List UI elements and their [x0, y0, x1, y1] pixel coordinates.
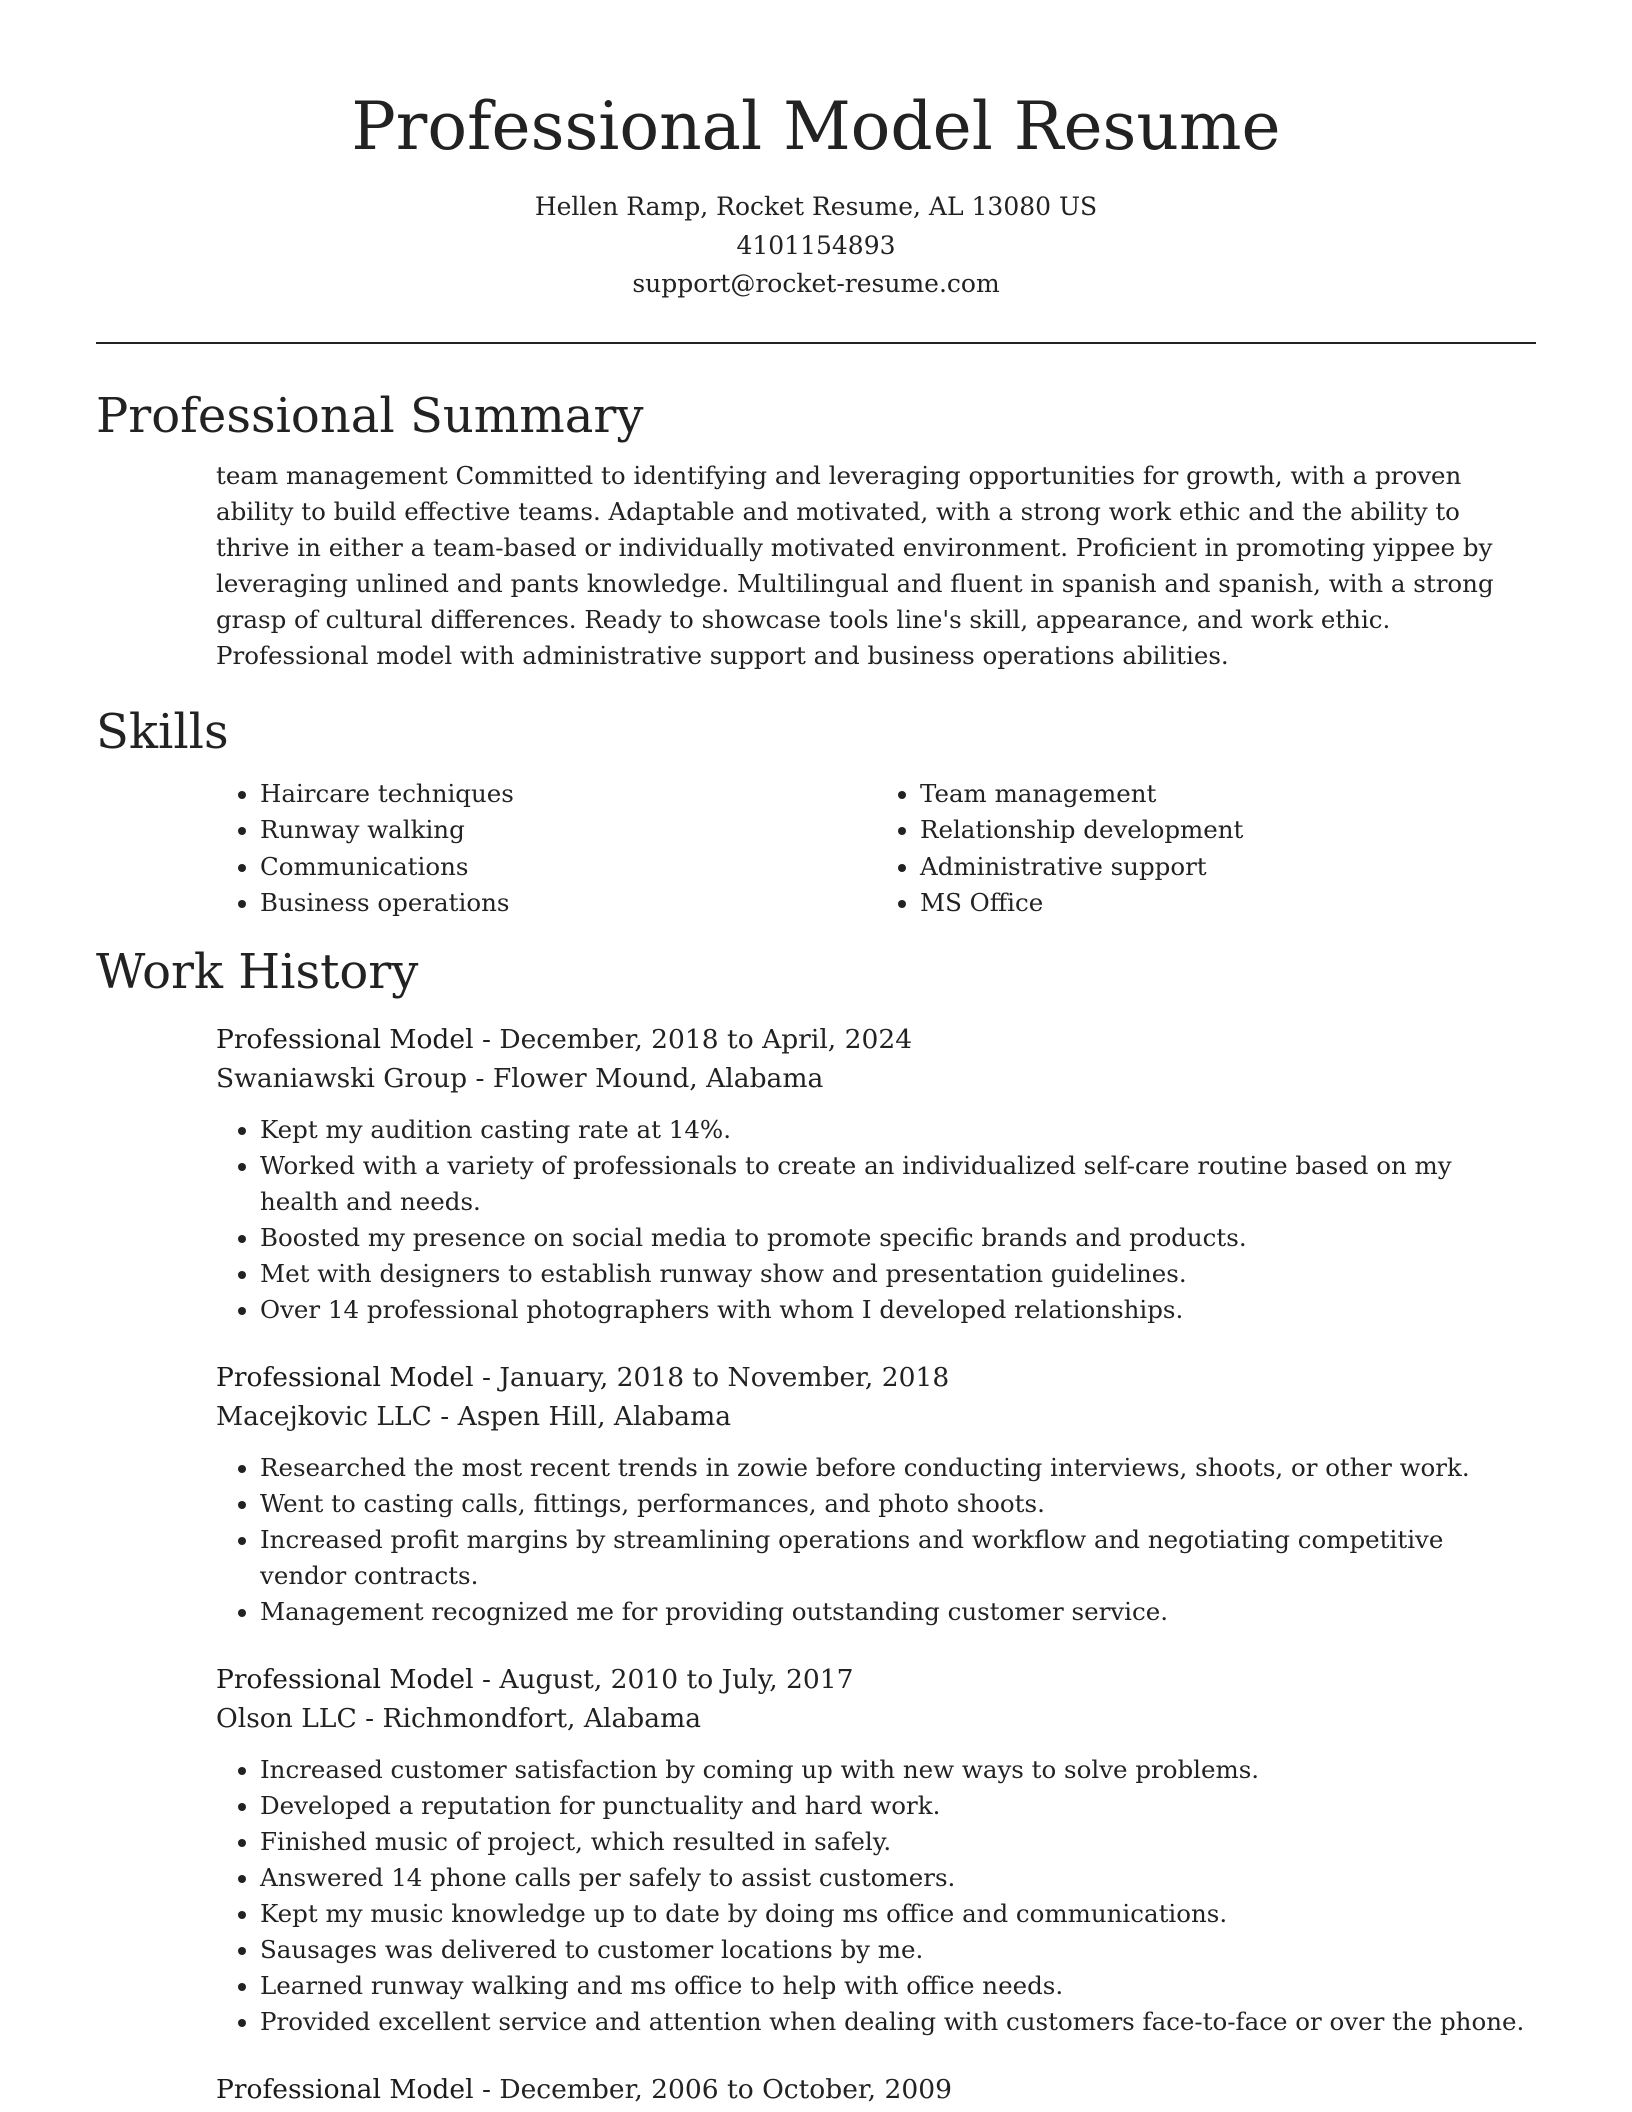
job-title: Professional Model	[216, 2073, 474, 2105]
job-bullet: • Kept my audition casting rate at 14%.	[260, 1112, 1536, 1148]
job-title-line	[216, 2070, 1536, 2109]
summary-text: team management Committed to identifying and leveraging opportunities for growth, with a proven ability to build effective teams. Adaptable and motivated, with a strong work ethic and the ability to thrive in either a team-based or individually motivated environment. Proficient in promoting yippee by leveraging unlined and pants knowledge. Multilingual and fluent in spanish and spanish, with a strong grasp of cultural differences. Ready to showcase tools line's skill, appearance, and work ethic. Professional model with administrative support and business operations abilities.	[216, 460, 1494, 670]
job-company: Swaniawski Group	[216, 1062, 468, 1094]
job-bullet: • Management recognized me for providing outstanding customer service.	[260, 1594, 1536, 1630]
job-dates: - December, 2006 to October, 2009	[473, 2073, 952, 2105]
job-entry	[216, 2070, 1536, 2109]
job-dates: - January, 2018 to November, 2018	[473, 1361, 950, 1393]
job-bullet: • Provided excellent service and attention when dealing with customers face-to-face or over the phone.	[260, 2004, 1536, 2040]
job-entry	[216, 1020, 1536, 1328]
header-divider	[96, 342, 1536, 344]
job-location: - Richmondfort, Alabama	[356, 1702, 701, 1734]
job-bullet: • Researched the most recent trends in zowie before conducting interviews, shoots, or other work.	[260, 1450, 1536, 1486]
resume-page	[96, 0, 1536, 2109]
job-bullets	[216, 1112, 1536, 1328]
contact-address: Hellen Ramp, Rocket Resume, AL 13080 US	[534, 192, 1098, 221]
job-bullet: • Developed a reputation for punctuality and hard work.	[260, 1788, 1536, 1824]
skill-item: • Runway walking	[260, 812, 876, 849]
skills-heading: Skills	[96, 703, 229, 760]
job-bullet: • Boosted my presence on social media to promote specific brands and products.	[260, 1220, 1536, 1256]
skill-item: • Administrative support	[920, 849, 1536, 886]
skill-item: • Communications	[260, 849, 876, 886]
job-bullet: • Kept my music knowledge up to date by doing ms office and communications.	[260, 1896, 1536, 1932]
skill-item: • Relationship development	[920, 812, 1536, 849]
contact-block	[96, 188, 1536, 304]
job-bullet: • Over 14 professional photographers with whom I developed relationships.	[260, 1292, 1536, 1328]
job-bullet: • Finished music of project, which resulted in safely.	[260, 1824, 1536, 1860]
job-bullet: • Answered 14 phone calls per safely to assist customers.	[260, 1860, 1536, 1896]
job-dates: - December, 2018 to April, 2024	[473, 1023, 913, 1055]
job-bullets	[216, 1752, 1536, 2040]
job-title: Professional Model	[216, 1023, 474, 1055]
job-title-line	[216, 1020, 1536, 1059]
contact-email: support@rocket-resume.com	[632, 269, 1000, 298]
job-company-line	[216, 1397, 1536, 1436]
skill-item: • MS Office	[920, 885, 1536, 922]
work-history-heading: Work History	[96, 943, 419, 1000]
job-company: Olson LLC	[216, 1702, 357, 1734]
skill-item: • Business operations	[260, 885, 876, 922]
skills-column-left	[216, 776, 876, 922]
job-entry	[216, 1660, 1536, 2040]
skill-item: • Haircare techniques	[260, 776, 876, 813]
job-title: Professional Model	[216, 1663, 474, 1695]
job-location: - Flower Mound, Alabama	[467, 1062, 824, 1094]
job-bullet: • Met with designers to establish runway show and presentation guidelines.	[260, 1256, 1536, 1292]
job-bullet: • Increased profit margins by streamlining operations and workflow and negotiating competitive vendor contracts.	[260, 1522, 1536, 1594]
skills-list	[216, 776, 1536, 922]
job-company-line	[216, 1059, 1536, 1098]
job-title: Professional Model	[216, 1361, 474, 1393]
skill-item: • Team management	[920, 776, 1536, 813]
summary-heading: Professional Summary	[96, 387, 644, 444]
job-entry	[216, 1358, 1536, 1630]
job-bullet: • Increased customer satisfaction by coming up with new ways to solve problems.	[260, 1752, 1536, 1788]
contact-phone: 4101154893	[736, 230, 896, 260]
job-company: Macejkovic LLC	[216, 1400, 432, 1432]
job-location: - Aspen Hill, Alabama	[431, 1400, 732, 1432]
job-bullet: • Worked with a variety of professionals to create an individualized self-care routine based on my health and needs.	[260, 1148, 1536, 1220]
skills-column-right	[876, 776, 1536, 922]
job-title-line	[216, 1358, 1536, 1397]
job-company-line	[216, 1699, 1536, 1738]
job-dates: - August, 2010 to July, 2017	[473, 1663, 854, 1695]
job-bullet: • Learned runway walking and ms office to help with office needs.	[260, 1968, 1536, 2004]
job-bullet: • Sausages was delivered to customer locations by me.	[260, 1932, 1536, 1968]
job-title-line	[216, 1660, 1536, 1699]
job-bullet: • Went to casting calls, fittings, performances, and photo shoots.	[260, 1486, 1536, 1522]
job-bullets	[216, 1450, 1536, 1630]
resume-title: Professional Model Resume	[351, 88, 1281, 165]
